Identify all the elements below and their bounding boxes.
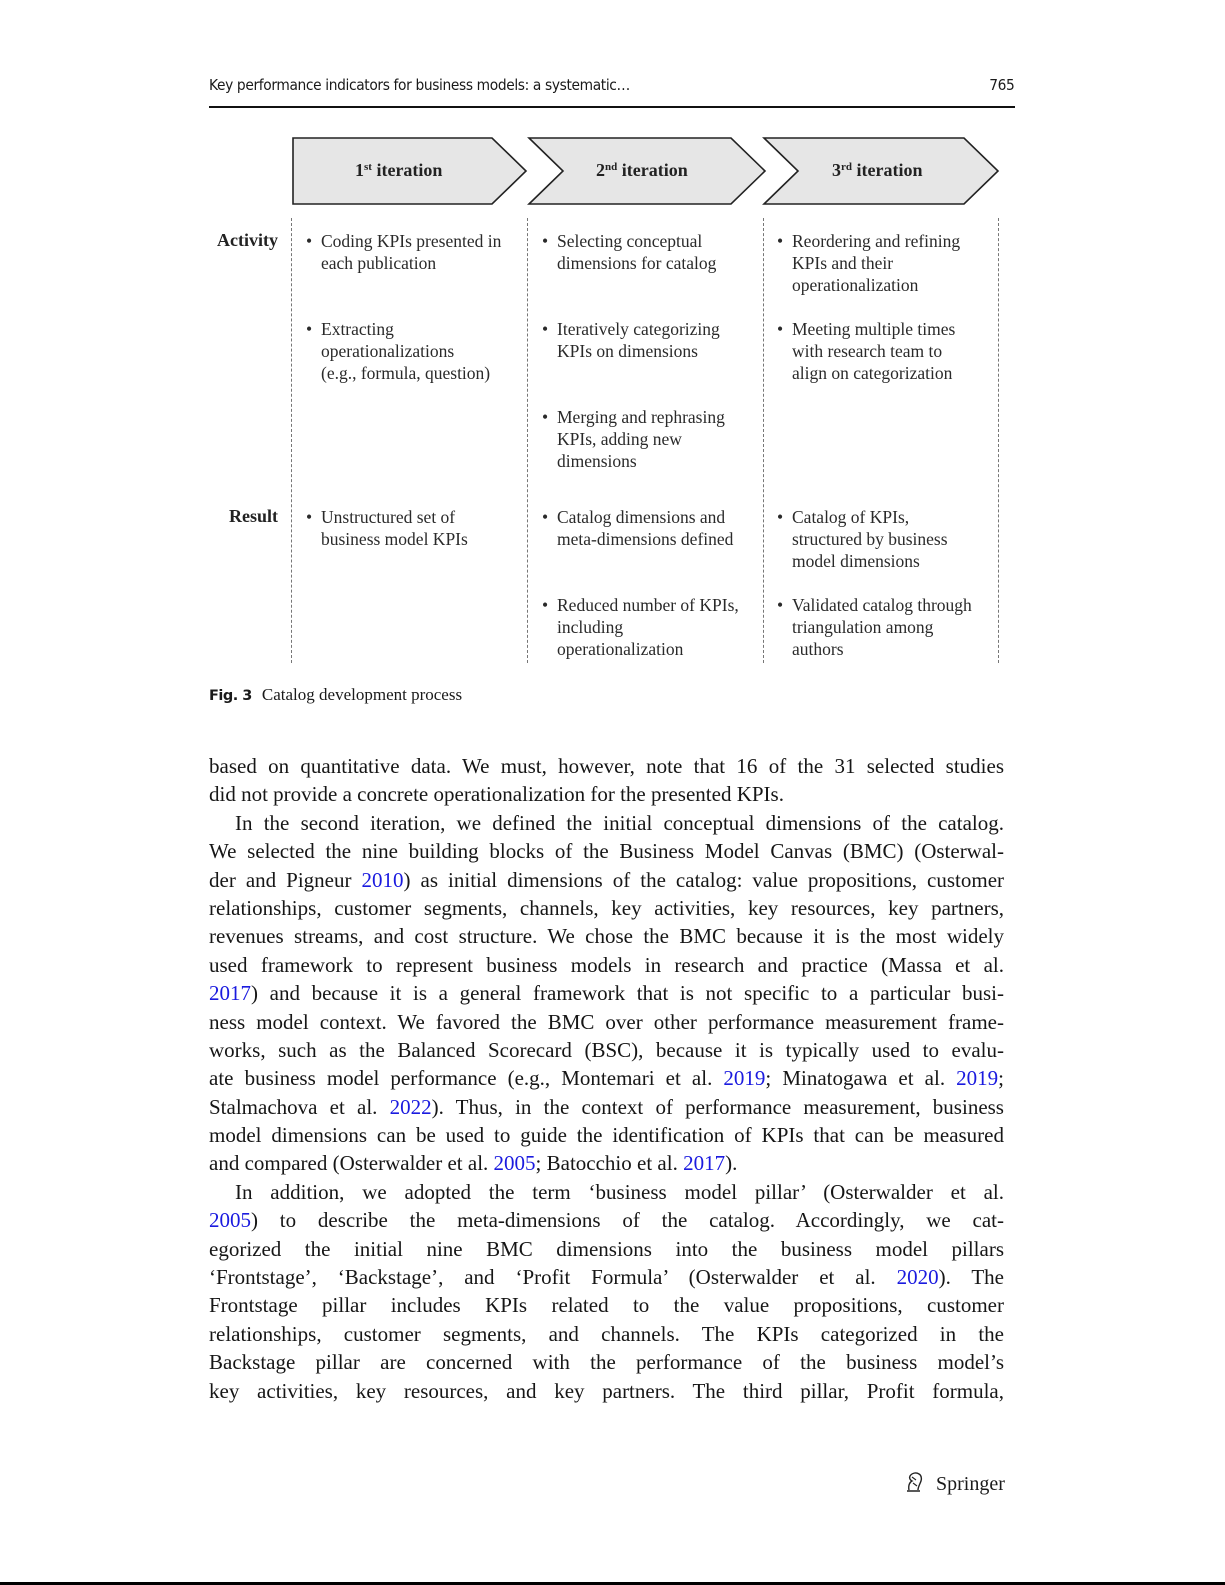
line: including	[557, 617, 624, 637]
iteration-text: iteration	[376, 160, 443, 180]
citation-link[interactable]: 2010	[361, 867, 404, 892]
ordinal-suffix: nd	[605, 161, 618, 173]
body-line	[209, 866, 1004, 894]
result-item	[777, 594, 972, 660]
line: operationalizations	[321, 341, 455, 361]
iteration-text: iteration	[621, 160, 688, 180]
line: Unstructured set of	[321, 507, 456, 527]
citation-link[interactable]: 2005	[493, 1151, 536, 1176]
text-run: based on quantitative data. We must, however, note that 16 of the 31 selected studies	[209, 754, 1004, 778]
activity-item	[306, 318, 491, 384]
bullet-icon: •	[542, 595, 549, 615]
ordinal-suffix: rd	[841, 161, 852, 173]
line: authors	[792, 639, 844, 659]
line: Selecting conceptual	[557, 231, 703, 251]
text-run: ) as initial dimensions of the catalog: value propositions, customer	[403, 867, 1005, 892]
figure-catalog-development	[0, 0, 1225, 720]
springer-horse-icon	[903, 1470, 925, 1494]
body-line	[209, 1064, 1004, 1092]
line: meta-dimensions defined	[557, 529, 734, 549]
line: dimensions	[557, 451, 637, 471]
body-line	[209, 752, 1004, 780]
figure-caption-text: Catalog development process	[261, 685, 463, 704]
line: (e.g., formula, question)	[321, 363, 491, 383]
text-run: ;	[998, 1066, 1004, 1091]
citation-link[interactable]: 2019	[723, 1066, 766, 1091]
line: business model KPIs	[321, 529, 468, 549]
bullet-icon: •	[542, 507, 549, 527]
text-run: Frontstage pillar includes KPIs related to the value propositions, customer	[209, 1293, 1004, 1318]
body-line	[209, 894, 1004, 922]
text-run: ). The	[938, 1265, 1004, 1290]
text-run: der and Pigneur	[209, 867, 362, 892]
body-line	[209, 1235, 1004, 1263]
column-divider	[763, 218, 764, 663]
bullet-icon: •	[306, 319, 313, 339]
text-run: ).	[725, 1151, 738, 1176]
text-run: Stalmachova et al.	[209, 1094, 390, 1119]
text-run: ; Batocchio et al.	[535, 1151, 684, 1176]
activity-item	[542, 318, 720, 362]
line: KPIs and their	[792, 253, 894, 273]
body-line	[209, 837, 1004, 865]
activity-item	[306, 230, 502, 274]
body-text	[209, 752, 1004, 1405]
body-line	[209, 1348, 1004, 1376]
text-run: revenues streams, and cost structure. We chose the BMC because it is the most widely	[209, 924, 1004, 949]
text-run: key activities, key resources, and key partners. The third pillar, Profit formula,	[209, 1378, 1004, 1403]
running-head-title: Key performance indicators for business models: a systematic…	[209, 76, 630, 94]
iteration-chevrons	[0, 0, 1225, 220]
line: structured by business	[792, 529, 948, 549]
line: Coding KPIs presented in	[321, 231, 502, 251]
result-item	[306, 506, 468, 550]
page-number: 765	[988, 76, 1014, 94]
citation-link[interactable]: 2005	[209, 1208, 251, 1233]
bullet-icon: •	[777, 319, 784, 339]
body-line	[209, 1121, 1004, 1149]
text-run: ) to describe the meta-dimensions of the catalog. Accordingly, we cat-	[251, 1208, 1004, 1233]
bullet-icon: •	[542, 319, 549, 339]
citation-link[interactable]: 2017	[683, 1151, 726, 1176]
bullet-icon: •	[542, 231, 549, 251]
bullet-icon: •	[777, 507, 784, 527]
line: Reduced number of KPIs,	[557, 595, 739, 615]
bullet-icon: •	[306, 507, 313, 527]
body-line	[209, 1178, 1004, 1206]
body-line	[209, 979, 1004, 1007]
citation-link[interactable]: 2022	[389, 1094, 432, 1119]
line: each publication	[321, 253, 437, 273]
line: operationalization	[792, 275, 919, 295]
body-line	[209, 780, 1004, 808]
figure-number: Fig. 3	[209, 688, 252, 704]
result-item	[542, 506, 734, 550]
iteration-1-label	[355, 160, 442, 181]
line: KPIs on dimensions	[557, 341, 698, 361]
citation-link[interactable]: 2017	[209, 981, 251, 1006]
body-line	[209, 922, 1004, 950]
body-line	[209, 951, 1004, 979]
text-run: We selected the nine building blocks of the Business Model Canvas (BMC) (Osterwal-	[209, 839, 1004, 864]
body-line	[209, 1206, 1004, 1234]
line: Merging and rephrasing	[557, 407, 725, 427]
line: dimensions for catalog	[557, 253, 717, 273]
bullet-icon: •	[777, 595, 784, 615]
line: operationalization	[557, 639, 684, 659]
result-item	[777, 506, 948, 572]
line: with research team to	[792, 341, 943, 361]
line: Catalog dimensions and	[557, 507, 726, 527]
body-line	[209, 1093, 1004, 1121]
text-run: works, such as the Balanced Scorecard (BSC), because it is typically used to evalu-	[209, 1037, 1004, 1062]
ordinal: 3	[832, 160, 841, 180]
iteration-text: iteration	[856, 160, 923, 180]
text-run: ate business model performance (e.g., Montemari et al.	[209, 1066, 724, 1091]
row-label-activity: Activity	[217, 230, 278, 250]
column-divider	[998, 218, 999, 663]
line: align on categorization	[792, 363, 953, 383]
text-run: ). Thus, in the context of performance measurement, business	[431, 1094, 1004, 1119]
text-run: ness model context. We favored the BMC over other performance measurement frame-	[209, 1009, 1004, 1034]
text-run: and compared (Osterwalder et al.	[209, 1151, 494, 1176]
line: Validated catalog through	[792, 595, 972, 615]
text-run: In the second iteration, we defined the initial conceptual dimensions of the catalog.	[235, 810, 1004, 835]
text-run: Backstage pillar are concerned with the performance of the business model’s	[209, 1350, 1004, 1375]
publisher-logo	[903, 1470, 1005, 1496]
iteration-3-label	[832, 160, 922, 181]
body-line	[209, 1291, 1004, 1319]
text-run: ‘Frontstage’, ‘Backstage’, and ‘Profit Formula’ (Osterwalder et al.	[209, 1265, 897, 1290]
line: model dimensions	[792, 551, 920, 571]
text-run: In addition, we adopted the term ‘business model pillar’ (Osterwalder et al.	[235, 1179, 1004, 1204]
text-run: egorized the initial nine BMC dimensions into the business model pillars	[209, 1236, 1004, 1261]
bullet-icon: •	[777, 231, 784, 251]
text-run: used framework to represent business models in research and practice (Massa et al.	[209, 952, 1004, 977]
text-run: relationships, customer segments, channels, key activities, key resources, key partners,	[209, 895, 1004, 920]
line: triangulation among	[792, 617, 934, 637]
bullet-icon: •	[306, 231, 313, 251]
body-line	[209, 1149, 1004, 1177]
body-line	[209, 1263, 1004, 1291]
line: Iteratively categorizing	[557, 319, 720, 339]
line: Catalog of KPIs,	[792, 507, 910, 527]
activity-item	[777, 318, 956, 384]
line: Extracting	[321, 319, 394, 339]
bullet-icon: •	[542, 407, 549, 427]
text-run: ; Minatogawa et al.	[765, 1066, 957, 1091]
line: KPIs, adding new	[557, 429, 682, 449]
row-label-result: Result	[229, 506, 278, 526]
activity-item	[777, 230, 961, 296]
column-divider	[291, 218, 292, 663]
activity-item	[542, 230, 717, 274]
text-run: did not provide a concrete operationalization for the presented KPIs.	[209, 782, 784, 807]
result-item	[542, 594, 739, 660]
figure-caption	[209, 685, 462, 705]
citation-link[interactable]: 2020	[896, 1265, 939, 1290]
line: Reordering and refining	[792, 231, 961, 251]
citation-link[interactable]: 2019	[956, 1066, 999, 1091]
ordinal: 1	[355, 160, 364, 180]
line: Meeting multiple times	[792, 319, 956, 339]
publisher-name: Springer	[936, 1473, 1005, 1495]
ordinal: 2	[596, 160, 605, 180]
ordinal-suffix: st	[364, 161, 372, 173]
activity-item	[542, 406, 725, 472]
column-divider	[527, 218, 528, 663]
body-line	[209, 1008, 1004, 1036]
body-line	[209, 809, 1004, 837]
iteration-2-label	[596, 160, 688, 181]
text-run: model dimensions can be used to guide the identification of KPIs that can be measured	[209, 1123, 1004, 1148]
body-line	[209, 1320, 1004, 1348]
text-run: relationships, customer segments, and channels. The KPIs categorized in the	[209, 1321, 1004, 1346]
text-run: ) and because it is a general framework that is not specific to a particular busi-	[251, 981, 1004, 1006]
body-line	[209, 1036, 1004, 1064]
body-line	[209, 1377, 1004, 1405]
